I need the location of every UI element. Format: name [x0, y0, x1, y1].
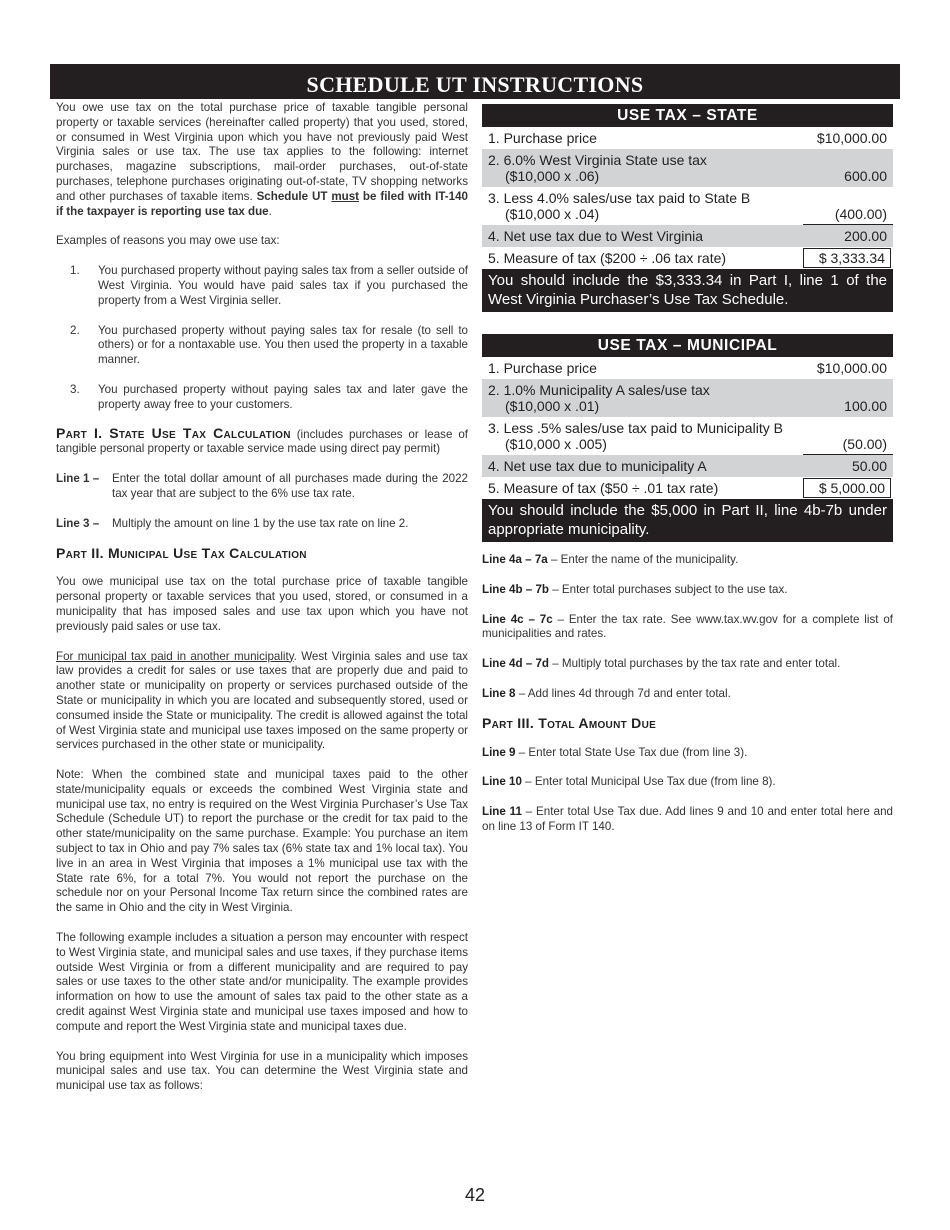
- state-use-tax-table: [482, 104, 893, 312]
- part3-heading: Part III. Total Amount Due: [482, 714, 657, 731]
- part2-heading: Part II. Municipal Use Tax Calculation: [56, 544, 307, 561]
- list-item: 2. You purchased property without paying sales tax for resale (to sell to others) or for a nontaxable use. You then used the property in a taxable manner.: [70, 323, 468, 367]
- table-row: 2. 6.0% West Virginia State use tax ($10,000 x .06) 600.00: [482, 149, 893, 187]
- table-row: 1. Purchase price $10,000.00: [488, 360, 887, 376]
- page-title: SCHEDULE UT INSTRUCTIONS: [50, 64, 900, 99]
- part1-line3: Line 3 – Multiply the amount on line 1 by the use tax rate on line 2.: [56, 516, 409, 530]
- line-instruction: Line 4b – 7b – Enter total purchases subject to the use tax.: [482, 582, 788, 596]
- intro-paragraph: You owe use tax on the total purchase price of taxable tangible personal property or taxable services (hereinafter called property) that you used, stored, or consumed in West Virginia upon which you have not previously paid West Virginia sales or use tax. The use tax applies to the following: internet purchases, magazine subscriptions, mail-order purchases, out-of-state purchases, telephone purchases originating out-of-state, TV shopping networks and other purchases of taxable items. Schedule UT must be filed with IT-140 if the taxpayer is reporting use tax due.: [56, 101, 469, 218]
- part2-note: Note: When the combined state and municipal taxes paid to the other state/municipality equals or exceeds the combined West Virginia state and municipal use tax, no entry is required on the West Virginia Purchaser’s Use Tax Schedule (Schedule UT) to report the purchase or the credit for tax paid to the other state/municipality on the same purchase. Example: You purchase an item subject to tax in Ohio and pay 7% sales tax (6% state tax and 1% local tax). You live in an area in West Virginia that imposes a 1% municipal use tax with the State rate 6%, for a total 7%. You would not report the purchase on the schedule nor on your Personal Income Tax return since the combined rates are the same in Ohio and the city in West Virginia.: [56, 768, 468, 915]
- table-row: 3. Less 4.0% sales/use tax paid to State B ($10,000 x .04) (400.00): [482, 187, 893, 225]
- table-row: 5. Measure of tax ($200 ÷ .06 tax rate) $ 3,333.34: [482, 247, 893, 269]
- line-instruction: Line 11 – Enter total Use Tax due. Add lines 9 and 10 and enter total here and on line 13 of Form IT 140.: [482, 805, 893, 833]
- line-instruction: Line 4d – 7d – Multiply total purchases by the tax rate and enter total.: [482, 657, 841, 671]
- line-instruction: Line 8 – Add lines 4d through 7d and enter total.: [482, 686, 731, 700]
- municipal-use-tax-table: [482, 334, 893, 542]
- part2-paragraph-1: You owe municipal use tax on the total purchase price of taxable tangible personal property or taxable services that you used, stored, or consumed in a municipality that has imposed sales and use tax upon which you have not previously paid sales or use tax.: [56, 575, 468, 633]
- right-column: [482, 104, 893, 835]
- list-item: 3. You purchased property without paying sales tax and later gave the property away free to your customers.: [70, 382, 468, 411]
- part2-paragraph-4: The following example includes a situation a person may encounter with respect to West Virginia state, and municipal sales and use taxes, if they purchase items outside West Virginia or from a different municipality and are required to pay sales or use taxes to the other state and/or municipality. The example provides information on how to use the amount of sales tax paid to the other state as a credit against West Virginia state and municipal use taxes imposed and how to compute and report the West Virginia state and municipal taxes due.: [56, 931, 469, 1033]
- part2-paragraph-2: For municipal tax paid in another municipality. West Virginia sales and use tax law provides a credit for sales or use taxes that are properly due and paid to another state or municipality on property or services purchased outside of the State or municipality in which you are located and subsequently stored, used or consumed inside the State or municipality. The credit is allowed against the total of West Virginia state and municipal use taxes imposed on the same property or services purchased in the other state or municipality.: [56, 649, 468, 752]
- list-item: 1. You purchased property without paying sales tax from a seller outside of West Virginia. You would have paid sales tax if you purchased the property from a West Virginia seller.: [70, 264, 468, 307]
- line-instruction: Line 4a – 7a – Enter the name of the municipality.: [482, 553, 739, 566]
- part1-heading: Part I. State Use Tax Calculation (includes purchases or lease of tangible personal property or taxable service made using direct pay permit): [56, 424, 468, 456]
- table-note: You should include the $3,333.34 in Part I, line 1 of the West Virginia Purchaser’s Use Tax Schedule.: [482, 269, 893, 312]
- table-row: 5. Measure of tax ($50 ÷ .01 tax rate) $ 5,000.00: [482, 477, 893, 499]
- table-row: 3. Less .5% sales/use tax paid to Municipality B ($10,000 x .005) (50.00): [482, 417, 893, 455]
- line-instruction: Line 9 – Enter total State Use Tax due (from line 3).: [482, 745, 748, 759]
- table-row: 4. Net use tax due to West Virginia 200.00: [482, 225, 893, 247]
- page-number: 42: [464, 1185, 486, 1205]
- part2-paragraph-5: You bring equipment into West Virginia for use in a municipality which imposes municipal sales and use tax. You can determine the West Virginia state and municipal use tax as follows:: [56, 1049, 468, 1093]
- table-note: You should include the $5,000 in Part II, line 4b-7b under appropriate municipality.: [482, 499, 893, 542]
- table-header: USE TAX – STATE: [482, 104, 893, 127]
- table-row: 2. 1.0% Municipality A sales/use tax ($10,000 x .01) 100.00: [482, 379, 893, 417]
- table-header: USE TAX – MUNICIPAL: [482, 334, 893, 357]
- line-instruction: Line 10 – Enter total Municipal Use Tax due (from line 8).: [482, 775, 776, 789]
- left-column: [56, 101, 468, 1094]
- line-instructions: [482, 553, 893, 835]
- table-row: 1. Purchase price $10,000.00: [488, 130, 887, 146]
- examples-intro: Examples of reasons you may owe use tax:: [56, 234, 280, 248]
- line-instruction: Line 4c – 7c – Enter the tax rate. See www.tax.wv.gov for a complete list of municipalities and rates.: [482, 612, 893, 641]
- table-row: 4. Net use tax due to municipality A 50.00: [482, 455, 893, 477]
- part1-line1: Line 1 – Enter the total dollar amount of all purchases made during the 2022 tax year that are subject to the 6% use tax rate.: [56, 472, 468, 500]
